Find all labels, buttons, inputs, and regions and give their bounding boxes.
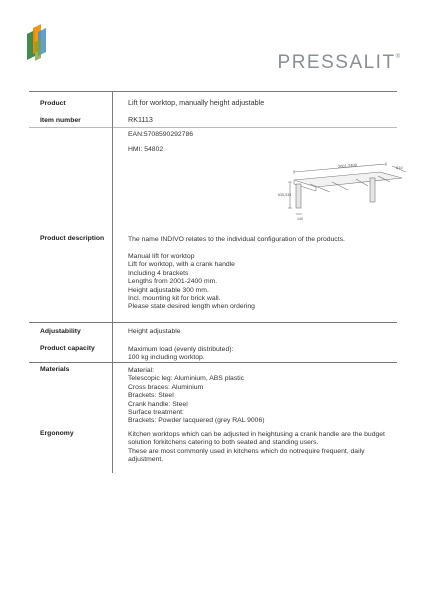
materials-line: Crank handle: Steel (128, 400, 188, 408)
description-line: Manual lift for worktop (128, 253, 195, 260)
divider (113, 127, 397, 128)
item-number-value: RK1113 (128, 115, 153, 124)
divider (29, 91, 397, 92)
brand-registered-mark: ® (395, 54, 400, 60)
hmi-value: HMI: 54802 (128, 146, 164, 153)
adjustability-value: Height adjustable (128, 328, 181, 335)
dim-height-label: 635-935 (278, 193, 292, 197)
description-line: Please state desired length when ordering (128, 303, 255, 311)
ergonomy-line: These are most commonly used in kitchens which do notrequire frequent, daily (128, 447, 365, 455)
materials-line: Brackets: Steel (128, 392, 174, 400)
product-description-label: Product description (40, 235, 105, 242)
materials-line: Material: (128, 367, 155, 374)
description-line: Lift for worktop, with a crank handle (128, 261, 235, 269)
brand-wordmark (278, 52, 400, 74)
ergonomy-line: Kitchen worktops which can be adjusted in heightusing a crank handle are the budget (128, 431, 385, 438)
materials-line: Surface treatment: (128, 409, 184, 417)
ergonomy-label: Ergonomy (40, 430, 74, 437)
description-list (128, 253, 255, 312)
product-value: Lift for worktop, manually height adjustable (128, 98, 265, 107)
materials-line: Cross braces: Aluminium (128, 383, 204, 391)
dim-length-label: 2001-2400 (337, 162, 358, 169)
ergonomy-line: adjustment. (128, 456, 164, 464)
product-label: Product (40, 100, 66, 107)
product-drawing (280, 164, 410, 222)
capacity-list (128, 346, 233, 363)
materials-line: Brackets: Powder lacquered (grey RAL 9006) (128, 417, 265, 425)
description-line: Lengths from 2001-2400 mm. (128, 278, 218, 286)
item-number-label: Item number (40, 117, 81, 124)
materials-label: Materials (40, 366, 70, 373)
description-line: Incl. mounting kit for brick wall. (128, 295, 221, 303)
dim-leg-label: 140 (297, 217, 303, 221)
product-capacity-label: Product capacity (40, 345, 95, 352)
materials-line: Telescopic leg: Aluminium, ABS plastic (128, 375, 244, 383)
dim-depth-label: 510 (396, 165, 403, 170)
divider (29, 127, 112, 128)
ergonomy-text (128, 431, 398, 465)
description-intro: The name INDIVO relates to the individual configuration of the products. (128, 236, 345, 243)
brand-name: PRESSALIT (277, 52, 396, 73)
adjustability-label: Adjustability (40, 328, 81, 335)
capacity-line: 100 kg including worktop. (128, 354, 205, 362)
pressalit-logo-icon (24, 20, 50, 66)
description-line: Including 4 brackets (128, 269, 189, 277)
materials-list (128, 367, 265, 426)
ergonomy-line: solution forkitchens catering to both seated and standing users. (128, 439, 319, 447)
capacity-line: Maximum load (evenly distributed): (128, 346, 234, 353)
description-line: Height adjustable 300 mm. (128, 286, 209, 294)
column-divider (112, 91, 113, 473)
divider (29, 322, 397, 323)
ean-value: EAN:5708590292786 (128, 131, 194, 138)
